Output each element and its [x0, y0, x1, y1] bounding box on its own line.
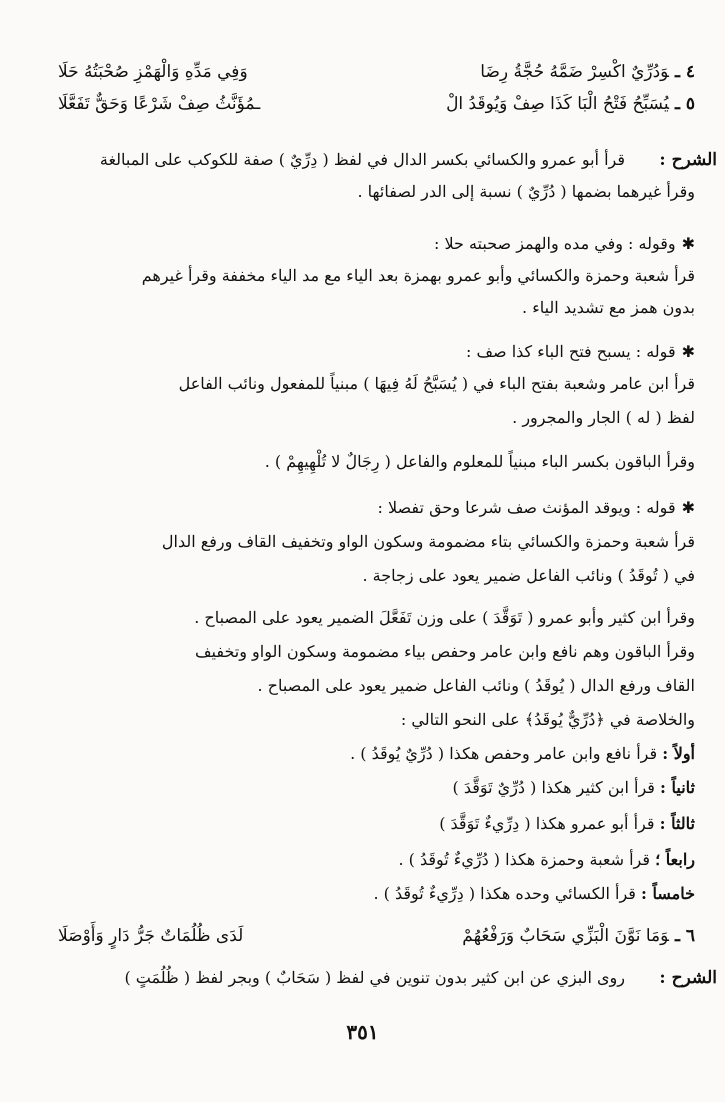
summary-item: خامساً : قرأ الكسائي وحده هكذا ( دِرِّيءٌ تُوقَدُ ) .	[373, 884, 695, 903]
text-line: قرأ أبو عمرو والكسائي بكسر الدال في لفظ ( دِرِّيٌ ) صفة للكوكب على المبالغة	[99, 150, 625, 169]
note-heading: ✱وقوله : وفي مده والهمز صحبته حلا :	[433, 234, 695, 253]
page-number: ٣٥١	[346, 1020, 379, 1044]
text-line: قرأ شعبة وحمزة والكسائي وأبو عمرو بهمزة بعد الياء مع مد الياء مخففة وقرأ غيرهم	[141, 266, 695, 285]
summary-item: ثالثاً : قرأ أبو عمرو هكذا ( دِرِّيءٌ تَوَقَّدَ )	[439, 814, 695, 833]
verse-number: ٤ ـ	[674, 62, 695, 82]
text-line: وقرأ غيرهما بضمها ( دُرِّيٌ ) نسبة إلى الدر لصفائها .	[357, 182, 695, 201]
verse-4-right	[480, 62, 695, 82]
verse-hemistich: وَمَا نَوَّنَ الْبَزِّي سَحَابٌ وَرَفْعُهُمْ	[462, 926, 669, 946]
summary-item: أولاً : قرأ نافع وابن عامر وحفص هكذا ( دُرِّيٌ يُوقَدُ ) .	[350, 744, 695, 763]
verse-4-left: وَفِي مَدِّهِ وَالْهَمْزِ صُحْبَتُهُ حَلَا	[58, 62, 248, 82]
verse-number: ٦ ـ	[674, 926, 695, 946]
text-line: قرأ شعبة وحمزة والكسائي بتاء مضمومة وسكون الواو وتخفيف القاف ورفع الدال	[161, 532, 695, 551]
verse-5-right	[446, 94, 695, 114]
note-heading: ✱قوله : ويوقد المؤنث صف شرعا وحق تفصلا :	[377, 498, 695, 517]
sharh-label: الشرح :	[659, 150, 717, 170]
verse-6-left: لَدَى ظُلُمَاتٌ جَرُّ دَارٍ وَأَوْصَلَا	[58, 926, 244, 946]
verse-5-left: ـمُؤَنَّثُ صِفْ شَرْعًا وَحَقٌّ تَفَعَّلَا	[58, 94, 261, 114]
text-line: قرأ ابن عامر وشعبة بفتح الباء في ( يُسَبَّحُ لَهُ فِيهَا ) مبنياً للمفعول ونائب الفاعل	[178, 374, 695, 393]
text-line: بدون همز مع تشديد الياء .	[522, 298, 695, 317]
summary-item: رابعاً ؛ قرأ شعبة وحمزة هكذا ( دُرِّيءٌ تُوقَدُ ) .	[398, 850, 695, 869]
verse-number: ٥ ـ	[674, 94, 695, 114]
text-line: لفظ ( له ) الجار والمجرور .	[512, 408, 695, 427]
star-icon: ✱	[681, 234, 695, 253]
note-heading: ✱قوله : يسبح فتح الباء كذا صف :	[466, 342, 695, 361]
star-icon: ✱	[681, 342, 695, 361]
text-line: روى البزي عن ابن كثير بدون تنوين في لفظ ( سَحَابٌ ) وبجر لفظ ( ظُلُمَتٍ )	[124, 968, 625, 987]
text-line: القاف ورفع الدال ( يُوقَدُ ) ونائب الفاعل ضمير يعود على المصباح .	[257, 676, 695, 695]
star-icon: ✱	[681, 498, 695, 517]
text-line: وقرأ الباقون بكسر الباء مبنياً للمعلوم والفاعل ( رِجَالٌ لا تُلْهِيهِمْ ) .	[264, 452, 695, 471]
text-line: وقرأ الباقون وهم نافع وابن عامر وحفص بياء مضمومة وسكون الواو وتخفيف	[194, 642, 695, 661]
text-line: في ( تُوقَدُ ) ونائب الفاعل ضمير يعود على زجاجة .	[362, 566, 695, 585]
text-line: والخلاصة في ﴿دُرِّيٌّ يُوقَدُ﴾ على النحو التالي :	[400, 710, 695, 729]
summary-item: ثانياً : قرأ ابن كثير هكذا ( دُرِّيٌ تَوَقَّدَ )	[452, 778, 695, 797]
text-line: وقرأ ابن كثير وأبو عمرو ( تَوَقَّدَ ) على وزن تَفَعَّلَ الضمير يعود على المصباح .	[194, 608, 695, 627]
sharh-label: الشرح :	[659, 968, 717, 988]
verse-hemistich: وَدُرِّيٌ اكْسِرْ ضَمَّهُ حُجَّةُ رِضَا	[480, 62, 669, 82]
verse-6-right	[462, 926, 695, 946]
verse-hemistich: يُسَبِّحُ فَتْحُ الْبَا كَذَا صِفْ وَيُوقَدُ الْ	[446, 94, 669, 114]
